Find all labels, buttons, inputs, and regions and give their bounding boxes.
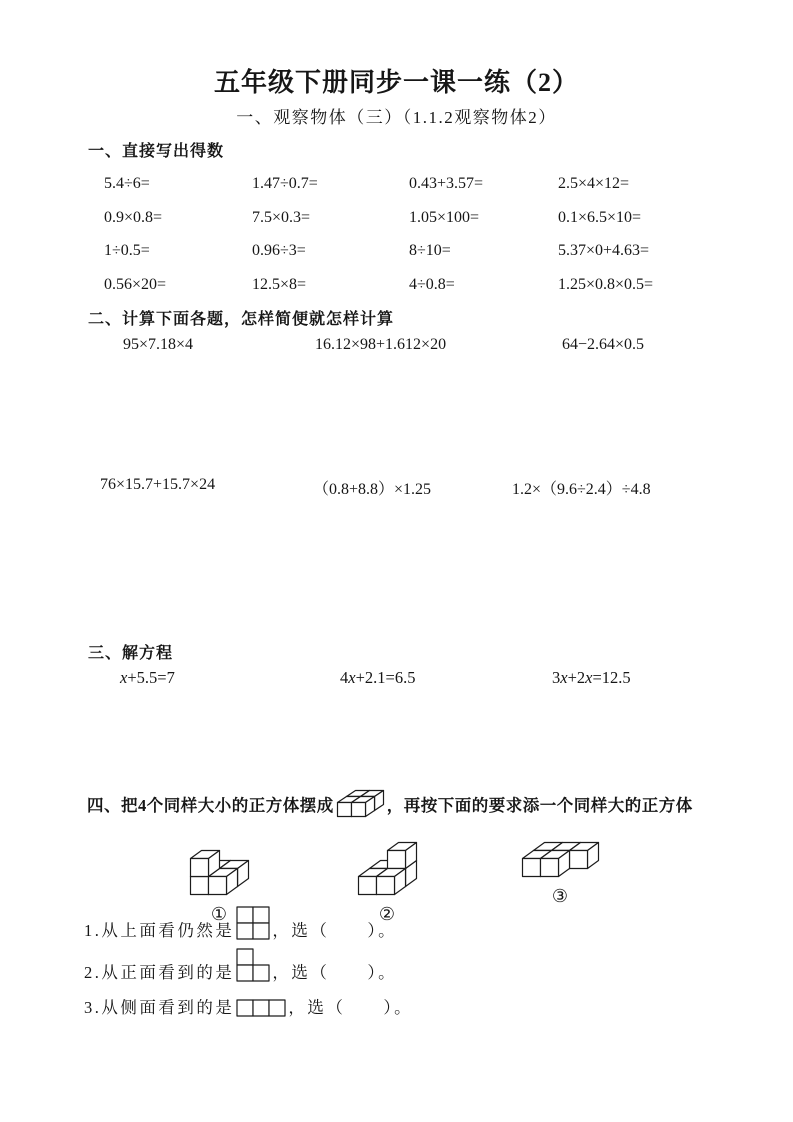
question-choice-blank: ，选（ ）。 — [272, 921, 398, 940]
oral-problem: 1÷0.5= — [104, 242, 150, 259]
oral-problem: 0.96÷3= — [252, 242, 306, 259]
equation: x+5.5=7 — [120, 668, 175, 687]
section1-heading: 一、直接写出得数 — [88, 143, 225, 160]
oral-problem: 1.25×0.8×0.5= — [558, 275, 654, 293]
view-shape-figure-3 — [236, 999, 286, 1017]
question-choice-blank: ，选（ ）。 — [272, 963, 398, 982]
page-title: 五年级下册同步一课一练（2） — [213, 68, 579, 97]
simplify-calculation-row-1 — [0, 336, 793, 360]
oral-problem: 5.37×0+4.63= — [558, 242, 650, 259]
oral-problem: 0.1×6.5×10= — [558, 208, 642, 226]
simplify-problem: 95×7.18×4 — [123, 336, 194, 353]
four-cube-block-figure — [336, 789, 385, 818]
section3-heading: 三、解方程 — [88, 645, 174, 662]
cube-arrangement-figure-1 — [189, 841, 250, 896]
question-side-view — [84, 997, 413, 1018]
section4-heading — [87, 789, 693, 818]
simplify-problem: 76×15.7+15.7×24 — [100, 476, 216, 493]
section4-heading-before: 四、把4个同样大小的正方体摆成 — [87, 795, 334, 815]
oral-problem: 12.5×8= — [252, 275, 307, 293]
question-choice-blank: ，选（ ）。 — [288, 998, 414, 1017]
cube-arrangement-figure-2 — [357, 841, 418, 896]
oral-problem: 4÷0.8= — [409, 275, 455, 293]
oral-problem: 0.56×20= — [104, 275, 167, 293]
oral-problem: 5.4÷6= — [104, 175, 150, 192]
cube-option-3 — [510, 841, 610, 907]
cube-arrangement-figure-3 — [521, 841, 600, 878]
page-subtitle: 一、观察物体（三）（1.1.2观察物体2） — [236, 108, 557, 127]
oral-problem: 1.05×100= — [409, 208, 480, 226]
view-shape-figure-1 — [236, 906, 270, 940]
simplify-problem: 64−2.64×0.5 — [562, 336, 645, 353]
option-label: ③ — [551, 886, 569, 907]
question-front-view — [84, 948, 397, 983]
oral-problem: 7.5×0.3= — [252, 208, 311, 226]
question-text: 2.从正面看到的是 — [84, 963, 235, 982]
option-label: ② — [378, 904, 396, 925]
question-text: 3.从侧面看到的是 — [84, 998, 235, 1017]
view-shape-figure-2 — [236, 948, 270, 982]
simplify-problem: 1.2×（9.6÷2.4）÷4.8 — [512, 481, 651, 498]
oral-problem: 1.47÷0.7= — [252, 175, 318, 192]
option-label: ① — [210, 904, 228, 925]
equation: 4x+2.1=6.5 — [340, 668, 416, 687]
oral-problem: 0.43+3.57= — [409, 175, 484, 192]
oral-problem: 2.5×4×12= — [558, 175, 630, 192]
simplify-problem: 16.12×98+1.612×20 — [315, 336, 447, 353]
simplify-problem: （0.8+8.8）×1.25 — [313, 481, 432, 498]
question-text: 1.从上面看仍然是 — [84, 921, 235, 940]
oral-problem: 0.9×0.8= — [104, 208, 163, 226]
oral-calculation-grid — [104, 167, 653, 301]
question-top-view — [84, 906, 397, 941]
equation: 3x+2x=12.5 — [552, 668, 631, 687]
section4-heading-after: ，再按下面的要求添一个同样大的正方体 — [386, 795, 693, 815]
simplify-calculation-row-2 — [0, 476, 793, 500]
section2-heading: 二、计算下面各题，怎样简便就怎样计算 — [88, 311, 395, 328]
oral-problem: 8÷10= — [409, 242, 451, 259]
equations-row — [0, 668, 793, 692]
